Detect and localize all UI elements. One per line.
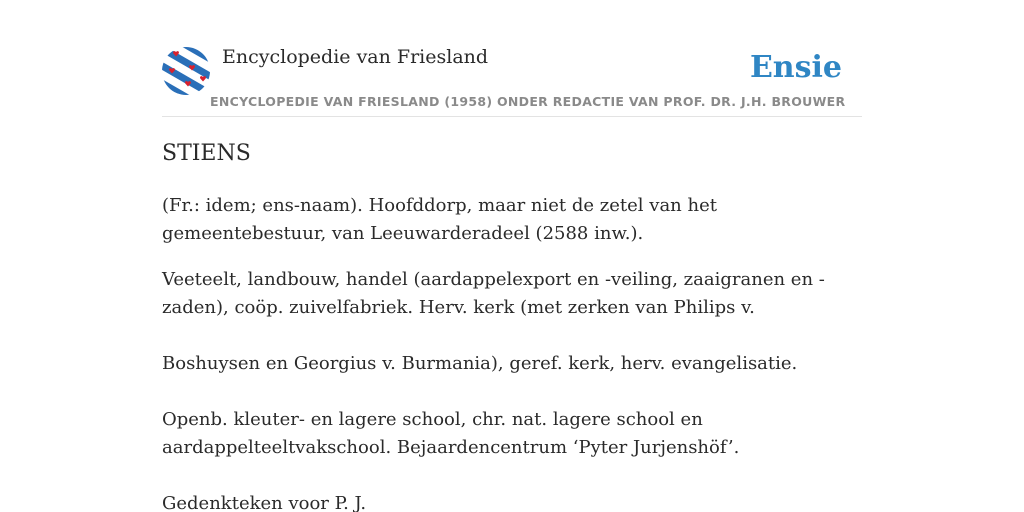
article	[162, 138, 862, 512]
article-paragraph: Gedenkteken voor P. J.	[162, 493, 367, 512]
article-title: STIENS	[162, 141, 251, 166]
article-paragraph: Boshuysen en Georgius v. Burmania), geref. kerk, herv. evangelisatie.	[162, 353, 798, 374]
article-paragraph: Veeteelt, landbouw, handel (aardappelexport en -veiling, zaaigranen en -zaden), coöp. zuivelfabriek. Herv. kerk (met zerken van Philips v.	[162, 269, 825, 318]
site-subtitle: ENCYCLOPEDIE VAN FRIESLAND (1958) ONDER REDACTIE VAN PROF. DR. J.H. BROUWER	[210, 94, 846, 109]
site-header	[162, 44, 862, 117]
frisian-flag-logo-icon[interactable]	[162, 47, 210, 95]
ensie-brand-link[interactable]: Ensie	[749, 50, 842, 85]
article-paragraph: Openb. kleuter- en lagere school, chr. nat. lagere school en aardappelteeltvakschool. Bejaardencentrum ‘Pyter Jurjenshöf’.	[162, 409, 740, 458]
site-title-link[interactable]: Encyclopedie van Friesland	[222, 46, 489, 68]
article-paragraph: (Fr.: idem; ens-naam). Hoofddorp, maar niet de zetel van het gemeentebestuur, van Leeuwarderadeel (2588 inw.).	[162, 195, 717, 244]
